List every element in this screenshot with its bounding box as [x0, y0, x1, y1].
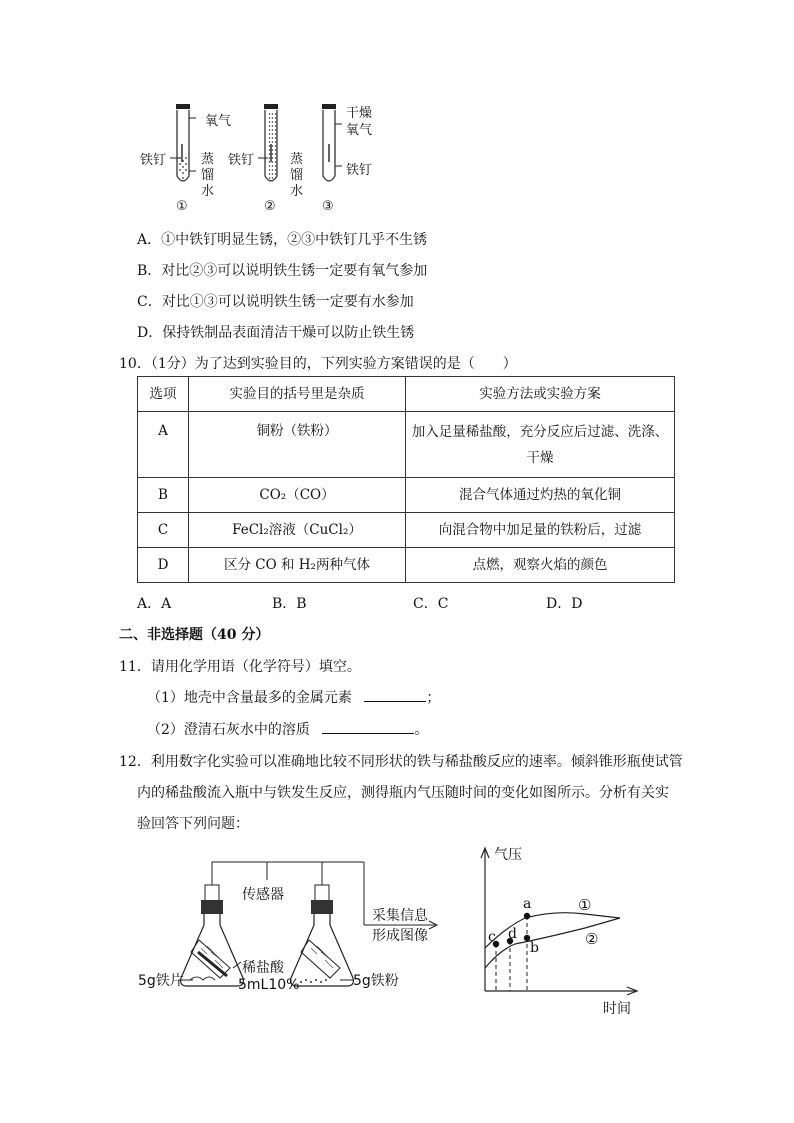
q9-option-d: D．保持铁制品表面清洁干燥可以防止铁生锈: [137, 325, 415, 341]
water-dot: [272, 161, 274, 163]
table-row: [138, 513, 675, 548]
water-dot: [269, 113, 271, 115]
water-dot: [272, 121, 274, 123]
water-dot: [272, 169, 274, 171]
q11-part2: [147, 719, 428, 739]
water-dot: [269, 141, 271, 143]
header-method: 实验方法或实验方案: [406, 377, 675, 412]
water-dot: [269, 173, 271, 175]
water-dot: [272, 177, 274, 179]
tube1-water-label-3: 水: [201, 184, 215, 199]
q11-part2-blank[interactable]: [322, 719, 414, 734]
row-c-option: C: [138, 513, 189, 548]
water-dot: [275, 141, 277, 143]
water-dot: [272, 129, 274, 131]
water-dot: [275, 173, 277, 175]
tube-2: [258, 104, 278, 181]
tube2-water-label-3: 水: [290, 184, 304, 199]
q11-part1: [147, 687, 440, 707]
row-b-purpose: CO₂（CO）: [189, 478, 406, 513]
water-dot: [275, 117, 277, 119]
row-d-method: 点燃，观察火焰的颜色: [406, 548, 675, 583]
water-dot: [275, 153, 277, 155]
q10-stem: 10．（1分）为了达到实验目的，下列实验方案错误的是（ ）: [119, 356, 517, 372]
table-header-row: [138, 377, 675, 412]
label-b: b: [530, 940, 539, 956]
row-b-method: 混合气体通过灼热的氧化铜: [406, 478, 675, 513]
header-option: 选项: [138, 377, 189, 412]
water-dot: [269, 133, 271, 135]
tube3-oxygen-label: 氧气: [346, 123, 373, 138]
water-dot: [272, 137, 274, 139]
tube1-water-label-1: 蒸: [201, 152, 215, 167]
tube-number-1: ①: [176, 199, 188, 214]
water-dot: [275, 129, 277, 131]
water-dot: [272, 145, 274, 147]
water-dot: [272, 141, 274, 143]
acid-label-2: 5mL10%: [238, 977, 300, 993]
q11-part2-end: 。: [414, 722, 429, 738]
water-dot: [275, 125, 277, 127]
row-a-method-line2: 干燥: [526, 449, 554, 466]
collect-label-1: 采集信息: [372, 908, 428, 924]
q9-option-c: C．对比①③可以说明铁生锈一定要有水参加: [137, 294, 414, 310]
water-dot: [272, 117, 274, 119]
q12-line1: 12．利用数字化实验可以准确地比较不同形状的铁与稀盐酸反应的速率。倾斜锥形瓶使试管: [119, 754, 683, 770]
table-row: [138, 412, 675, 478]
water-dot: [275, 145, 277, 147]
tube-number-2: ②: [264, 199, 276, 214]
water-dot: [272, 125, 274, 127]
water-dot: [269, 157, 271, 159]
water-dot: [272, 113, 274, 115]
q11-part1-blank[interactable]: [364, 687, 426, 702]
water-dot: [269, 125, 271, 127]
water-dot: [269, 149, 271, 151]
tube2-water-label-2: 馏: [290, 168, 304, 183]
water-dot: [275, 161, 277, 163]
row-d-purpose: 区分 CO 和 H₂两种气体: [189, 548, 406, 583]
section-heading: 二、非选择题（40 分）: [119, 627, 270, 643]
water-dot: [269, 169, 271, 171]
row-d-option: D: [138, 548, 189, 583]
tube2-nail-label: 铁钉: [228, 153, 255, 168]
water-dot: [269, 137, 271, 139]
graph-ylabel: 气压: [494, 847, 522, 863]
right-flask: [291, 885, 354, 986]
curve-1-label: ①: [578, 896, 592, 914]
q11-part1-text: （1）地壳中含量最多的金属元素: [147, 690, 352, 706]
row-a-purpose: 铜粉（铁粉）: [189, 412, 406, 478]
row-b-option: B: [138, 478, 189, 513]
row-c-method: 向混合物中加足量的铁粉后，过滤: [406, 513, 675, 548]
water-dot: [272, 133, 274, 135]
curve-2-label: ②: [585, 930, 599, 948]
iron-sheet-label: 5g铁片: [138, 973, 184, 989]
graph-xlabel: 时间: [603, 1001, 631, 1017]
water-dot: [272, 153, 274, 155]
label-d: d: [508, 926, 517, 942]
q10-choice-a: A．A: [137, 596, 172, 612]
sensor-label: 传感器: [242, 887, 284, 903]
q9-option-a: A．①中铁钉明显生锈，②③中铁钉几乎不生锈: [137, 232, 428, 248]
row-a-method: [406, 412, 675, 478]
iron-powder-label: 5g铁粉: [353, 973, 399, 989]
water-dot: [269, 129, 271, 131]
q9-option-b: B．对比②③可以说明铁生锈一定要有氧气参加: [137, 263, 428, 279]
water-dot: [275, 157, 277, 159]
water-dot: [275, 177, 277, 179]
water-dot: [272, 157, 274, 159]
water-dot: [269, 117, 271, 119]
water-dot: [269, 161, 271, 163]
tube1-oxygen-label: 氧气: [205, 114, 232, 129]
q12-line2: 内的稀盐酸流入瓶中与铁发生反应，测得瓶内气压随时间的变化如图所示。分析有关实: [137, 785, 669, 801]
header-purpose: 实验目的括号里是杂质: [189, 377, 406, 412]
tube1-nail-label: 铁钉: [140, 153, 167, 168]
q10-choice-d: D．D: [546, 596, 583, 612]
water-dot: [269, 153, 271, 155]
water-dot: [275, 137, 277, 139]
water-dot: [275, 149, 277, 151]
q12-line3: 验回答下列问题：: [137, 816, 249, 832]
water-dot: [269, 145, 271, 147]
water-dot: [272, 165, 274, 167]
left-flask: [181, 885, 244, 986]
label-c: c: [488, 929, 496, 945]
water-dot: [269, 121, 271, 123]
curve-1: [485, 913, 620, 948]
row-c-purpose: FeCl₂溶液（CuCl₂）: [189, 513, 406, 548]
q11-stem: 11．请用化学用语（化学符号）填空。: [119, 659, 361, 675]
water-dot: [269, 177, 271, 179]
water-dot: [275, 121, 277, 123]
water-dot: [275, 169, 277, 171]
acid-label-1: 稀盐酸: [242, 960, 284, 976]
tube3-nail-label: 铁钉: [346, 163, 373, 178]
tube2-water-label-1: 蒸: [290, 152, 304, 167]
q10-choice-c: C．C: [413, 596, 449, 612]
water-dot: [275, 165, 277, 167]
tube-3: [322, 104, 342, 181]
table-row: [138, 548, 675, 583]
point-a: [524, 913, 530, 919]
label-a: a: [523, 896, 532, 912]
tube-number-3: ③: [322, 199, 334, 214]
q10-choice-b: B．B: [272, 596, 307, 612]
collect-label-2: 形成图像: [372, 928, 428, 944]
tube3-dry-label: 干燥: [346, 106, 373, 121]
row-a-method-line1: 加入足量稀盐酸，充分反应后过滤、洗涤、: [411, 423, 669, 440]
tube1-water-label-2: 馏: [201, 168, 215, 183]
q10-table: [137, 376, 675, 583]
row-a-option: A: [138, 412, 189, 478]
table-row: [138, 478, 675, 513]
water-dot: [275, 133, 277, 135]
q11-part1-end: ；: [426, 690, 441, 706]
curve-2: [485, 918, 620, 968]
tube-1: [170, 104, 196, 181]
water-dot: [272, 149, 274, 151]
q11-part2-text: （2）澄清石灰水中的溶质: [147, 722, 310, 738]
water-dot: [272, 173, 274, 175]
water-dot: [275, 113, 277, 115]
water-dot: [269, 165, 271, 167]
